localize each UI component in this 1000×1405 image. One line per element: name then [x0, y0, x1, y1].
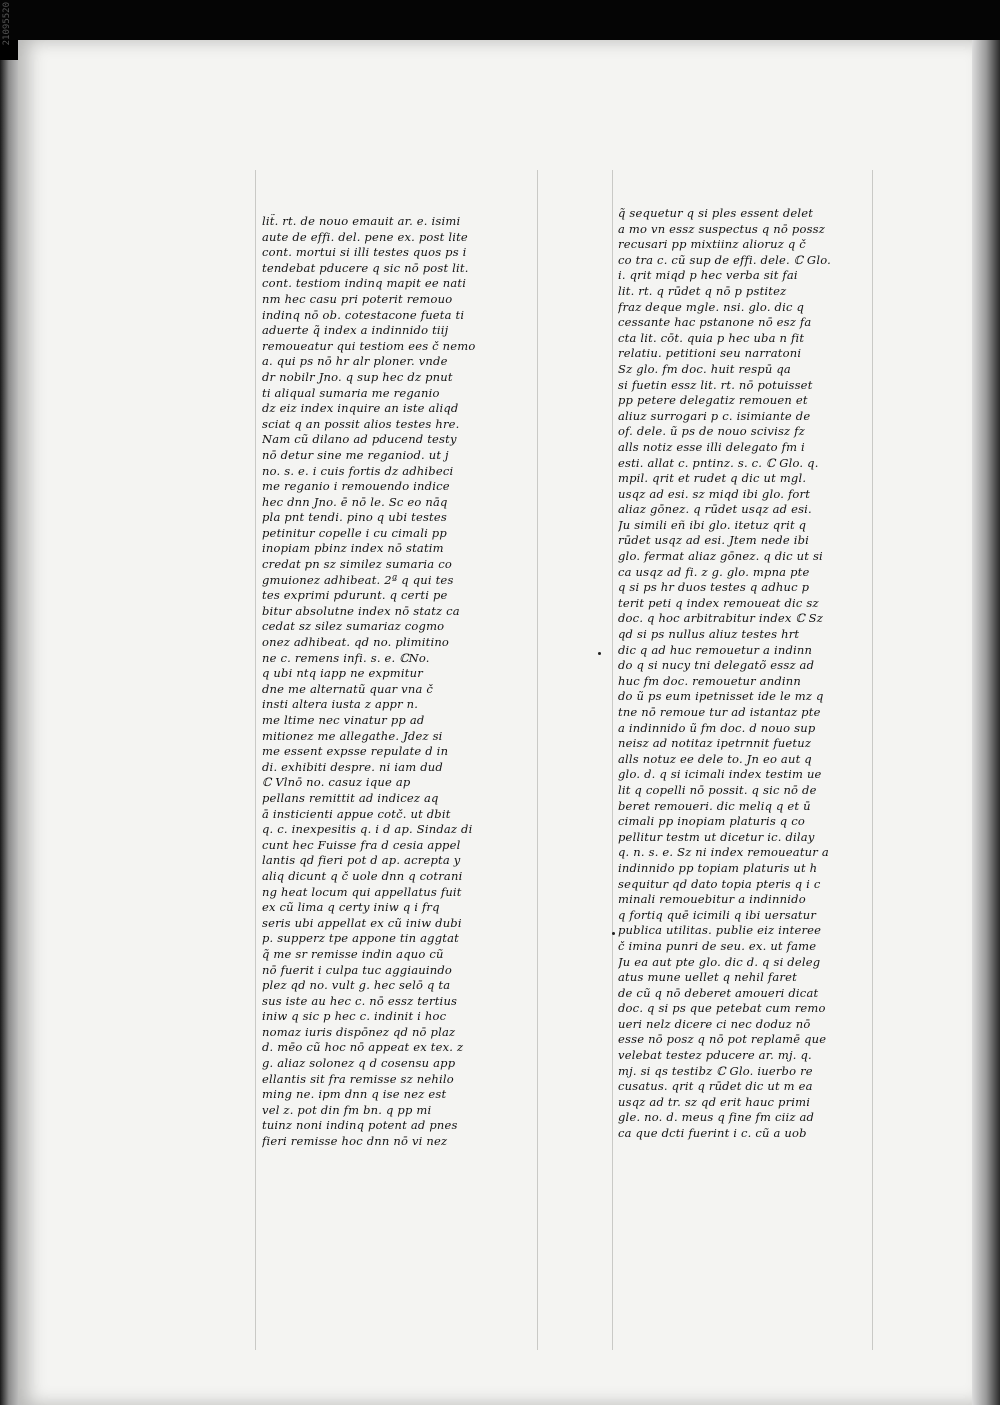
text-line: ca usqz ad fi. z g. glo. mpna pte [618, 564, 810, 579]
ruling-line [255, 170, 256, 1350]
text-line: a indinnido ũ fm doc. d nouo sup [618, 720, 816, 735]
ink-mark [612, 932, 615, 935]
text-line: vel z. pot din fm bn. q pp mi [262, 1102, 432, 1117]
text-line: nomaz iuris dispōnez qd nō plaz [262, 1024, 456, 1039]
text-line: a mo vn essz suspectus q nō possz [618, 221, 826, 236]
text-column-left [262, 214, 530, 1164]
text-line: nō detur sine me reganiod. ut j [262, 447, 449, 462]
text-line: ā insticienti appue cotč. ut dbit [262, 806, 451, 821]
text-line: rūdet usqz ad esi. Jtem nede ibi [618, 533, 810, 548]
text-line: nō fuerit i culpa tuc aggiauindo [262, 962, 453, 977]
text-line: petinitur copelle i cu cimali pp [262, 525, 447, 540]
text-line: mitionez me allegathe. Jdez si [262, 728, 443, 743]
text-line: hec dnn Jno. ē nō le. Sc eo nāq [262, 494, 448, 509]
text-line: tne nō remoue tur ad istantaz pte [618, 705, 821, 719]
text-line: insti altera iusta z appr n. [262, 697, 419, 712]
text-line: cunt hec Fuisse fra d cesia appel [262, 837, 461, 852]
text-line: p. supperz tpe appone tin aggtat [262, 931, 459, 946]
text-line: Nam cũ dilano ad pducend testy [262, 432, 457, 447]
text-line: q fortiq quē icimili q ibi uersatur [618, 907, 817, 922]
text-line: g. aliaz solonez q d cosensu app [262, 1056, 456, 1071]
text-line: q ubi ntq iapp ne expmitur [262, 666, 423, 681]
text-line: lit̃. rt. de nouo emauit ar. e. isimi [262, 214, 461, 228]
text-line: cta lit. cōt. quia p hec uba n fit [618, 330, 805, 345]
text-line: ng heat locum qui appellatus fuit [262, 884, 462, 899]
text-line: nm hec casu pri poterit remouo [262, 291, 453, 306]
text-line: Sz glo. fm doc. huit respū qa [618, 361, 791, 376]
text-line: no. s. e. i cuis fortis dz adhibeci [262, 463, 454, 478]
text-column-right [618, 206, 870, 1156]
text-line: onez adhibeat. qd no. plimitino [262, 635, 450, 650]
text-line: pp petere delegatiz remouen et [618, 393, 808, 408]
text-line: neisz ad notitaz ipetrnnit fuetuz [618, 736, 812, 751]
text-line: si fuetin essz lit. rt. nō potuisset [618, 377, 813, 392]
text-line: q̃ me sr remisse indin aquo cũ [262, 946, 444, 961]
ink-mark [598, 652, 601, 655]
text-line: usqz ad esi. sz miqd ibi glo. fort [618, 486, 811, 501]
text-line: credat pn sz similez sumaria co [262, 557, 452, 572]
text-line: co tra c. cũ sup de effi. dele. ℂ Glo. [618, 252, 831, 267]
text-line: indinnido pp topiam platuris ut h [618, 860, 818, 875]
scan-id-mark: 21095520 [2, 2, 12, 46]
text-line: aliq dicunt q č uole dnn q cotrani [262, 868, 463, 883]
text-line: remoueatur qui testiom ees č nemo [262, 338, 476, 353]
text-line: mj. si qs testibz ℂ Glo. iuerbo re [618, 1063, 813, 1078]
text-line: esse nō posz q nō pot replamē que [618, 1032, 827, 1047]
text-line: dne me alternatũ quar vna č [262, 681, 434, 696]
text-line: plez qd no. vult g. hec selō q ta [262, 978, 451, 993]
ruling-line [612, 170, 613, 1350]
text-line: Ju ea aut pte glo. dic d. q si deleg [618, 954, 821, 969]
text-line: aliuz surrogari p c. isimiante de [618, 408, 811, 423]
ruling-line [872, 170, 873, 1350]
text-line: inopiam pbinz index nō statim [262, 541, 444, 556]
text-line: glo. d. q si icimali index testim ue [618, 767, 822, 782]
text-line: dz eiz index inquire an iste aliqd [262, 401, 459, 416]
text-line: aduerte q̃ index a indinnido tiij [262, 323, 449, 338]
text-line: lit q copelli nō possit. q sic nō de [618, 782, 817, 797]
text-line: ueri nelz dicere ci nec doduz nō [618, 1016, 811, 1031]
text-line: huc fm doc. remouetur andinn [618, 673, 802, 688]
text-line: dic q ad huc remouetur a indinn [618, 642, 813, 657]
text-line: relatiu. petitioni seu narratoni [618, 346, 802, 361]
text-line: q si ps hr duos testes q adhuc p [618, 580, 810, 595]
text-line: ne c. remens infi. s. e. ℂNo. [262, 650, 430, 665]
text-line: ti aliqual sumaria me reganio [262, 385, 440, 400]
text-line: beret remoueri. dic meliq q et ū [618, 798, 811, 813]
text-line: sciat q an possit alios testes hre. [262, 416, 460, 431]
text-line: recusari pp mixtiinz alioruz q č [618, 237, 806, 252]
text-line: tuinz noni indinq potent ad pnes [262, 1118, 458, 1133]
text-line: doc. q si ps que petebat cum remo [618, 1001, 826, 1016]
text-line: gmuionez adhibeat. 2ª q qui tes [262, 572, 454, 587]
text-line: ex cũ lima q certy iniw q i frq [262, 900, 440, 915]
scanner-top-border [0, 0, 1000, 40]
text-line: cedat sz silez sumariaz cogmo [262, 619, 445, 634]
text-line: tes exprimi pdurunt. q certi pe [262, 588, 448, 603]
text-line: lantis qd fieri pot d ap. acrepta y [262, 853, 461, 868]
ruling-line [537, 170, 538, 1350]
text-line: lit. rt. q rūdet q nō p pstitez [618, 283, 787, 298]
page-right-edge [972, 40, 1000, 1405]
text-line: publica utilitas. publie eiz interee [618, 923, 822, 938]
text-line: di. exhibiti despre. ni iam dud [262, 759, 443, 774]
text-line: i. qrit miqd p hec verba sit fai [618, 268, 798, 283]
text-line: fraz deque mgle. nsi. glo. dic q [618, 299, 805, 314]
text-line: q̃ sequetur q si ples essent delet [618, 206, 814, 220]
text-line: ℂ Vlnō no. casuz ique ap [262, 775, 411, 790]
text-line: sequitur qd dato topia pteris q i c [618, 876, 821, 891]
text-line: me ltime nec vinatur pp ad [262, 713, 425, 727]
text-line: me reganio i remouendo indice [262, 479, 450, 494]
text-line: ellantis sit fra remisse sz nehilo [262, 1071, 454, 1086]
text-line: cimali pp inopiam platuris q co [618, 814, 805, 829]
text-line: bitur absolutne index nō statz ca [262, 603, 460, 618]
text-line: q. n. s. e. Sz ni index remoueatur a [618, 845, 829, 860]
text-line: pla pnt tendi. pino q ubi testes [262, 510, 447, 525]
text-line: sus iste au hec c. nō essz tertius [262, 993, 458, 1008]
text-line: ming ne. ipm dnn q ise nez est [262, 1087, 447, 1102]
text-line: atus mune uellet q nehil faret [618, 970, 797, 985]
text-line: usqz ad tr. sz qd erit hauc primi [618, 1094, 811, 1109]
text-line: terit peti q index remoueat dic sz [618, 595, 819, 610]
text-line: alls notiz esse illi delegato fm i [618, 439, 805, 454]
text-line: cont. testiom indinq mapit ee nati [262, 276, 467, 291]
text-line: minali remouebitur a indinnido [618, 892, 806, 907]
text-line: a. qui ps nō hr alr ploner. vnde [262, 354, 448, 369]
text-line: gle. no. d. meus q fine fm ciiz ad [618, 1110, 815, 1125]
text-line: mpil. qrit et rudet q dic ut mgl. [618, 471, 807, 486]
text-line: do ũ ps eum ipetnisset ide le mz q [618, 689, 824, 704]
text-line: of. dele. ũ ps de nouo scivisz fz [618, 424, 805, 439]
text-line: fieri remisse hoc dnn nō vi nez [262, 1134, 448, 1149]
text-line: dr nobilr Jno. q sup hec dz pnut [262, 369, 453, 384]
text-line: q. c. inexpesitis q. i d ap. Sindaz di [262, 822, 473, 837]
text-line: esti. allat c. pntinz. s. c. ℂ Glo. q. [618, 455, 819, 470]
text-line: pellitur testm ut dicetur ic. dilay [618, 829, 815, 844]
text-line: do q si nucy tni delegatõ essz ad [618, 658, 815, 673]
text-line: d. mēo cũ hoc nō appeat ex tex. z [262, 1040, 464, 1055]
text-line: ca que dcti fuerint i c. cũ a uob [618, 1126, 807, 1141]
text-line: doc. q hoc arbitrabitur index ℂ Sz [618, 611, 824, 626]
text-line: velebat testez pducere ar. mj. q. [618, 1048, 812, 1063]
text-line: cessante hac pstanone nō esz fa [618, 315, 812, 330]
text-line: aliaz gōnez. q rūdet usqz ad esi. [618, 502, 812, 517]
text-line: seris ubi appellat ex cũ iniw dubi [262, 915, 462, 930]
text-line: pellans remittit ad indicez aq [262, 790, 439, 805]
text-line: qd si ps nullus aliuz testes hrt [618, 627, 800, 642]
text-line: de cũ q nō deberet amoueri dicat [618, 985, 819, 1000]
text-line: cusatus. qrit q rūdet dic ut m ea [618, 1079, 813, 1094]
text-line: č imina punri de seu. ex. ut fame [618, 938, 817, 953]
text-line: glo. fermat aliaz gōnez. q dic ut si [618, 549, 823, 564]
text-line: iniw q sic p hec c. indinit i hoc [262, 1009, 447, 1024]
text-line: me essent expsse repulate d in [262, 744, 449, 759]
text-line: alls notuz ee dele to. Jn eo aut q [618, 751, 812, 766]
text-line: tendebat pducere q sic nō post lit. [262, 260, 469, 275]
text-line: Ju simili eñ ibi glo. itetuz qrit q [618, 517, 807, 532]
text-line: cont. mortui si illi testes quos ps i [262, 245, 467, 260]
text-line: indinq nō ob. cotestacone fueta ti [262, 307, 465, 322]
text-line: aute de effi. del. pene ex. post lite [262, 229, 468, 244]
